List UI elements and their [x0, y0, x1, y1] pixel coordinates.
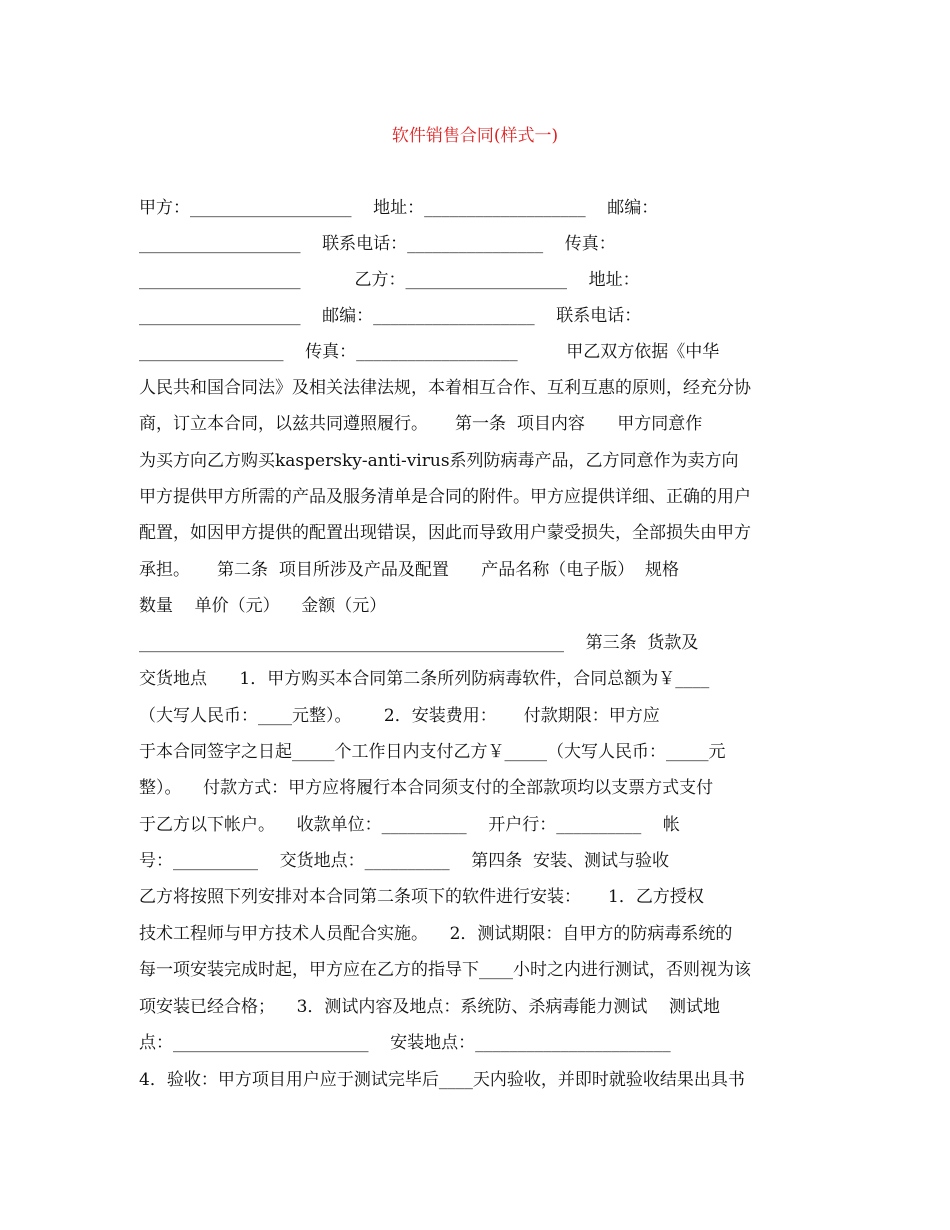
- contract-line-13: __________________________________________________ 第三条 货款及: [139, 633, 699, 653]
- contract-line-22: 每一项安装完成时起，甲方应在乙方的指导下____小时之内进行测试，否则视为该: [139, 960, 751, 980]
- contract-line-19: 号：__________ 交货地点：__________ 第四条 安装、测试与验收: [139, 851, 670, 871]
- contract-line-24: 点：_______________________ 安装地点：_______________________: [139, 1033, 671, 1053]
- contract-line-25: 4．验收：甲方项目用户应于测试完毕后____天内验收，并即时就验收结果出具书: [139, 1070, 745, 1090]
- contract-line-4: ___________________ 邮编：___________________ 联系电话：: [139, 306, 642, 326]
- contract-line-3: ___________________ 乙方：___________________ 地址：: [139, 270, 640, 290]
- contract-line-1: 甲方：___________________ 地址：___________________ 邮编：: [139, 198, 659, 218]
- contract-line-23: 项安装已经合格； 3．测试内容及地点：系统防、杀病毒能力测试 测试地: [139, 997, 721, 1017]
- contract-line-8: 为买方向乙方购买kaspersky-anti-virus系列防病毒产品，乙方同意作为卖方向: [139, 451, 739, 471]
- contract-line-14: 交货地点 1．甲方购买本合同第二条所列防病毒软件，合同总额为￥____: [139, 669, 710, 689]
- contract-line-10: 配置，如因甲方提供的配置出现错误，因此而导致用户蒙受损失，全部损失由甲方: [139, 523, 751, 543]
- contract-line-7: 商，订立本合同，以兹共同遵照履行。 第一条 项目内容 甲方同意作: [139, 414, 703, 434]
- contract-line-12: 数量 单价（元） 金额（元）: [139, 596, 387, 616]
- contract-line-21: 技术工程师与甲方技术人员配合实施。 2．测试期限：自甲方的防病毒系统的: [139, 924, 733, 944]
- contract-line-6: 人民共和国合同法》及相关法律法规，本着相互合作、互利互惠的原则，经充分协: [139, 378, 751, 398]
- contract-line-2: ___________________ 联系电话：________________ 传真：: [139, 234, 616, 254]
- contract-line-11: 承担。 第二条 项目所涉及产品及配置 产品名称（电子版） 规格: [139, 560, 680, 580]
- contract-line-5: _________________ 传真：___________________ 甲乙双方依据《中华: [139, 342, 720, 362]
- contract-line-20: 乙方将按照下列安排对本合同第二条项下的软件进行安装： 1．乙方授权: [139, 887, 704, 907]
- contract-line-18: 于乙方以下帐户。 收款单位：__________ 开户行：__________ 帐: [139, 815, 680, 835]
- contract-line-9: 甲方提供甲方所需的产品及服务清单是合同的附件。甲方应提供详细、正确的用户: [139, 487, 751, 507]
- contract-line-17: 整）。 付款方式：甲方应将履行本合同须支付的全部款项均以支票方式支付: [139, 778, 714, 798]
- contract-line-16: 于本合同签字之日起_____个工作日内支付乙方￥_____（大写人民币：_____元: [139, 742, 726, 762]
- document-title: 软件销售合同(样式一): [391, 126, 559, 146]
- contract-line-15: （大写人民币：____元整）。 2．安装费用： 付款期限：甲方应: [139, 706, 660, 726]
